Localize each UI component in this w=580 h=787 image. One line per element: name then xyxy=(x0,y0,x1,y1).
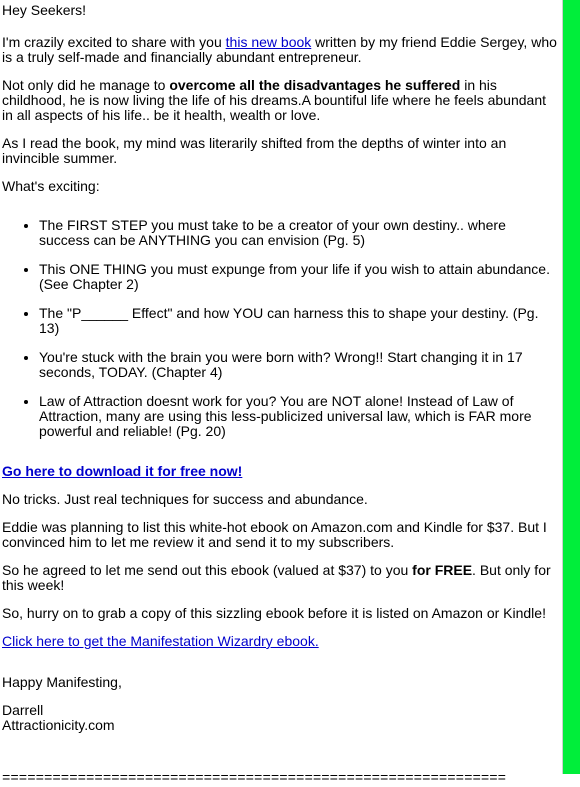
amazon-paragraph: Eddie was planning to list this white-hot ebook on Amazon.com and Kindle for $37. But I convinced him to let me review it and send it to my subscribers. xyxy=(2,519,547,550)
email-body xyxy=(2,0,560,787)
signature-name: Darrell xyxy=(2,702,44,718)
book-link[interactable]: this new book xyxy=(225,34,312,50)
free-paragraph: So he agreed to let me send out this ebook (valued at $37) to you for FREE. But only for this week! xyxy=(2,562,551,593)
scrollbar-strip[interactable] xyxy=(562,0,580,774)
list-item: • Law of Attraction doesnt work for you? You are NOT alone! Instead of Law of Attraction, many are using this less-publicized universal law, which is FAR more powerful and reliable! (Pg. 20) xyxy=(39,394,560,439)
no-tricks-paragraph: No tricks. Just real techniques for success and abundance. xyxy=(2,491,368,507)
benefits-list xyxy=(2,218,560,439)
signature-site: Attractionicity.com xyxy=(2,717,115,733)
disadvantages-paragraph: Not only did he manage to overcome all the disadvantages he suffered in his childhood, he is now living the life of his dreams.A bountiful life where he feels abundant in all aspects of his life.. be it health, wealth or love. xyxy=(2,77,547,123)
ebook-link[interactable]: Click here to get the Manifestation Wizardry ebook. xyxy=(2,633,319,649)
intro-paragraph: I'm crazily excited to share with you this new book written by my friend Eddie Sergey, who is a truly self-made and financially abundant entrepreneur. xyxy=(2,34,557,65)
download-link[interactable]: Go here to download it for free now! xyxy=(2,463,243,479)
list-item: • This ONE THING you must expunge from your life if you wish to attain abundance. (See Chapter 2) xyxy=(39,262,560,292)
winter-paragraph: As I read the book, my mind was literarily shifted from the depths of winter into an invincible summer. xyxy=(2,135,507,166)
divider-rule: ============================================================ xyxy=(2,772,507,787)
list-item: • The "P______ Effect" and how YOU can harness this to shape your destiny. (Pg. 13) xyxy=(39,306,560,336)
hurry-paragraph: So, hurry on to grab a copy of this sizzling ebook before it is listed on Amazon or Kindle! xyxy=(2,605,546,621)
exciting-heading: What's exciting: xyxy=(2,178,100,194)
signoff: Happy Manifesting, xyxy=(2,674,122,690)
list-item: • You're stuck with the brain you were born with? Wrong!! Start changing it in 17 seconds, TODAY. (Chapter 4) xyxy=(39,350,560,380)
greeting: Hey Seekers! xyxy=(2,2,87,18)
list-item: • The FIRST STEP you must take to be a creator of your own destiny.. where success can be ANYTHING you can envision (Pg. 5) xyxy=(39,218,560,248)
